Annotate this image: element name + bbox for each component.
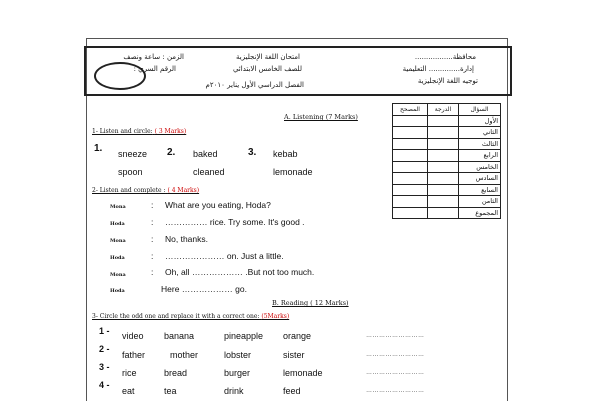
score-cell[interactable] (428, 115, 459, 127)
odd-word[interactable]: drink (224, 386, 244, 396)
row-label: الخامس (459, 161, 501, 173)
answer-blank[interactable]: ……………………… (366, 370, 425, 376)
answer-blank[interactable]: ……………………… (366, 388, 425, 394)
governorate-label: محافظة................. (414, 53, 476, 61)
colon: : (151, 234, 154, 244)
dialogue-line[interactable]: Oh, all ……………… .But not too much. (165, 267, 315, 277)
time-label: الزمن : ساعة ونصف (123, 53, 184, 61)
colon: : (151, 251, 154, 261)
row-label: الثاني (459, 127, 501, 139)
odd-word[interactable]: banana (164, 331, 195, 341)
exam-title: امتحان اللغة الإنجليزية (236, 53, 300, 61)
total-label: المجموع (459, 207, 501, 219)
odd-word[interactable]: orange (283, 331, 312, 341)
speaker: Hoda (110, 221, 125, 227)
marker-cell[interactable] (393, 196, 428, 208)
q1-marks: ( 3 Marks) (154, 128, 187, 135)
colon: : (151, 267, 154, 277)
q2-title (92, 187, 199, 194)
q1-number-3: 3. (248, 147, 257, 158)
odd-word[interactable]: video (122, 331, 144, 341)
row-label: السادس (459, 173, 501, 185)
q1-title (92, 128, 186, 135)
total-score-cell[interactable] (428, 207, 459, 219)
q1-title-text: 1- Listen and circle: (92, 128, 153, 135)
q3-number: 4 - (99, 380, 110, 390)
marker-cell[interactable] (393, 127, 428, 139)
speaker: Hoda (110, 288, 125, 294)
header-score: الدرجة (428, 104, 459, 116)
odd-word[interactable]: sister (283, 350, 305, 360)
q2-marks: ( 4 Marks) (167, 187, 200, 194)
odd-word[interactable]: lemonade (283, 368, 323, 378)
score-cell[interactable] (428, 196, 459, 208)
dialogue-line: What are you eating, Hoda? (165, 200, 271, 210)
odd-word[interactable]: feed (283, 386, 301, 396)
supervision-label: توجيه اللغة الإنجليزية (417, 77, 478, 85)
odd-word[interactable]: eat (122, 386, 135, 396)
odd-word[interactable]: lobster (224, 350, 252, 360)
row-label: الثالث (459, 138, 501, 150)
speaker: Mona (110, 204, 126, 210)
q2-title-text: 2- Listen and complete : (92, 187, 166, 194)
speaker: Mona (110, 238, 126, 244)
dialogue-line: No, thanks. (165, 234, 208, 244)
marker-cell[interactable] (393, 184, 428, 196)
dialogue-line[interactable]: ………………… on. Just a little. (165, 251, 284, 261)
q3-marks: (5Marks) (261, 313, 290, 320)
odd-word[interactable]: burger (224, 368, 251, 378)
odd-word[interactable]: pineapple (224, 331, 264, 341)
total-marker-cell[interactable] (393, 207, 428, 219)
row-label: الأول (459, 115, 501, 127)
q3-number: 1 - (99, 326, 110, 336)
grade-label: للصف الخامس الابتدائي (232, 65, 302, 73)
colon: : (151, 217, 154, 227)
score-cell[interactable] (428, 161, 459, 173)
odd-word[interactable]: tea (164, 386, 177, 396)
speaker: Hoda (110, 255, 125, 261)
q1-word[interactable]: cleaned (193, 167, 225, 177)
q1-word[interactable]: spoon (118, 167, 143, 177)
marker-cell[interactable] (393, 115, 428, 127)
odd-word[interactable]: mother (170, 350, 199, 360)
secret-number-label: الرقم السري : (133, 65, 176, 73)
q3-number: 2 - (99, 344, 110, 354)
odd-word[interactable]: rice (122, 368, 137, 378)
colon: : (151, 200, 154, 210)
row-label: السابع (459, 184, 501, 196)
q1-number-1: 1. (94, 143, 103, 154)
row-label: الثامن (459, 196, 501, 208)
q1-word[interactable]: kebab (273, 149, 298, 159)
score-cell[interactable] (428, 184, 459, 196)
speaker: Mona (110, 272, 126, 278)
answer-blank[interactable]: ……………………… (366, 352, 425, 358)
odd-word[interactable]: bread (164, 368, 188, 378)
administration-label: إدارة.............. التعليمية (402, 65, 474, 73)
marker-cell[interactable] (393, 138, 428, 150)
q3-number: 3 - (99, 362, 110, 372)
dialogue-line[interactable]: …………… rice. Try some. It's good . (165, 217, 305, 227)
score-cell[interactable] (428, 127, 459, 139)
odd-word[interactable]: father (122, 350, 146, 360)
row-label: الرابع (459, 150, 501, 162)
marker-cell[interactable] (393, 161, 428, 173)
marker-cell[interactable] (393, 150, 428, 162)
q1-word[interactable]: lemonade (273, 167, 313, 177)
dialogue-line[interactable]: Here ……………… go. (161, 284, 247, 294)
marker-cell[interactable] (393, 173, 428, 185)
term-label: الفصل الدراسي الأول يناير ٢٠١٠م (205, 81, 304, 89)
header-marker: المصحح (393, 104, 428, 116)
reading-title: B. Reading ( 12 Marks) (272, 299, 349, 307)
listening-title: A. Listening (7 Marks) (284, 113, 358, 121)
q3-title-text: 3- Circle the odd one and replace it with a correct one: (92, 313, 260, 320)
header-question: السؤال (459, 104, 501, 116)
score-cell[interactable] (428, 173, 459, 185)
score-cell[interactable] (428, 138, 459, 150)
q1-word[interactable]: sneeze (118, 149, 148, 159)
answer-blank[interactable]: ……………………… (366, 333, 425, 339)
q1-number-2: 2. (167, 147, 176, 158)
q3-title (92, 313, 289, 320)
score-cell[interactable] (428, 150, 459, 162)
score-table (392, 103, 501, 219)
q1-word[interactable]: baked (193, 149, 218, 159)
